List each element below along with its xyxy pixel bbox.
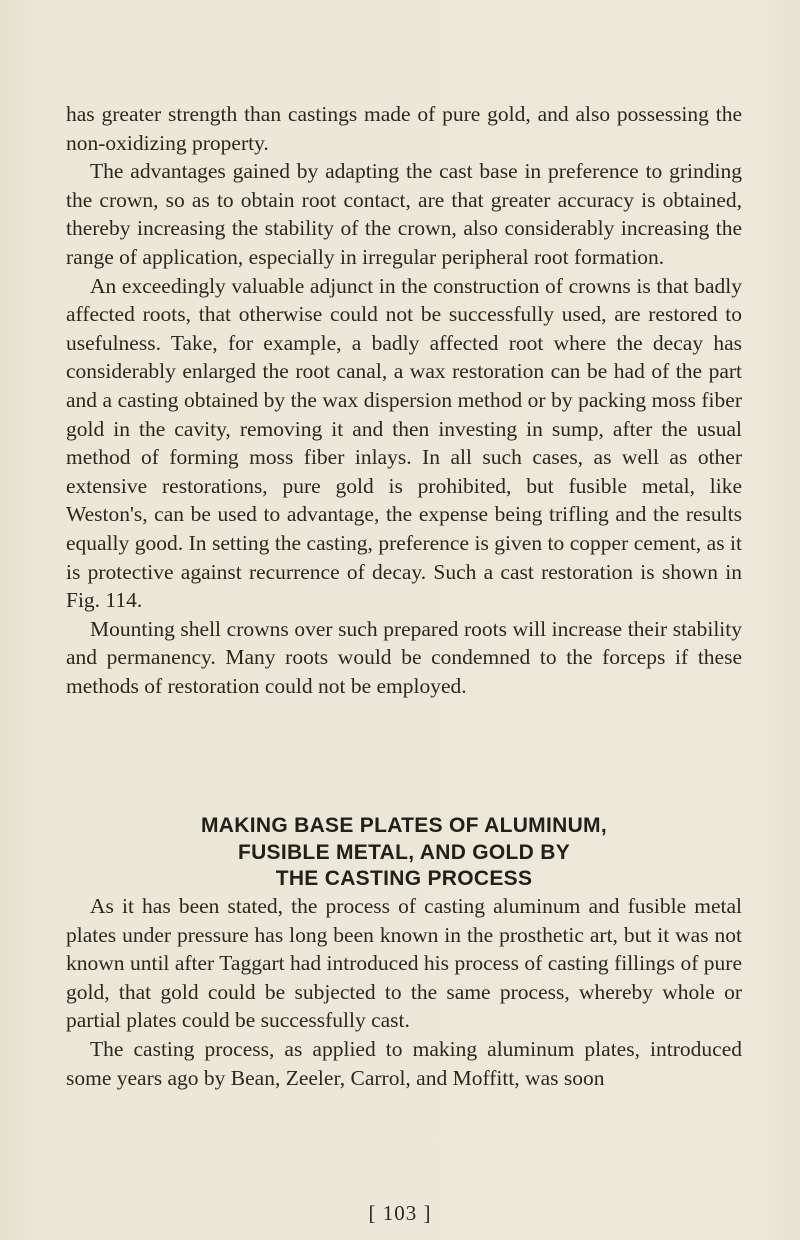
heading-line: THE CASTING PROCESS (275, 867, 533, 890)
paragraph: An exceedingly valuable adjunct in the construction of crowns is that badly affected roots, that otherwise could not be successfully used, are restored to usefulness. Take, for example, a badly affected root where the decay has considerably enlarged the root canal, a wax restoration can be had of the part and a casting obtained by the wax dispersion method or by packing moss fiber gold in the cavity, removing it and then investing in sump, after the usual method of forming moss fiber inlays. In all such cases, as well as other extensive restorations, pure gold is prohibited, but fusible metal, like Weston's, can be used to advantage, the expense being trifling and the results equally good. In setting the casting, preference is given to copper cement, as it is protective against recurrence of decay. Such a cast restoration is shown in Fig. 114. (66, 273, 742, 613)
section-heading (66, 813, 742, 893)
paragraph: Mounting shell crowns over such prepared roots will increase their stability and permanency. Many roots would be condemned to the forceps if these methods of restoration could not be employed. (66, 616, 742, 698)
body-text-bottom (66, 892, 742, 1092)
paragraph: has greater strength than castings made of pure gold, and also possessing the non-oxidizing property. (66, 102, 742, 155)
body-text-top (66, 100, 742, 700)
paragraph: The casting process, as applied to making aluminum plates, introduced some years ago by Bean, Zeeler, Carrol, and Moffitt, was soon (66, 1036, 742, 1090)
heading-line: FUSIBLE METAL, AND GOLD BY (237, 840, 571, 864)
paragraph: As it has been stated, the process of casting aluminum and fusible metal plates under pressure has long been known in the prosthetic art, but it was not known until after Taggart had introduced his process of casting fillings of pure gold, that gold could be subjected to the same process, whereby whole or partial plates could be successfully cast. (66, 894, 742, 1033)
page-number: [ 103 ] (368, 1201, 432, 1225)
heading-line: MAKING BASE PLATES OF ALUMINUM, (201, 814, 607, 837)
paragraph: The advantages gained by adapting the cast base in preference to grinding the crown, so as to obtain root contact, are that greater accuracy is obtained, thereby increasing the stability of the crown, also considerably increasing the range of application, especially in irregular peripheral root formation. (66, 159, 742, 269)
